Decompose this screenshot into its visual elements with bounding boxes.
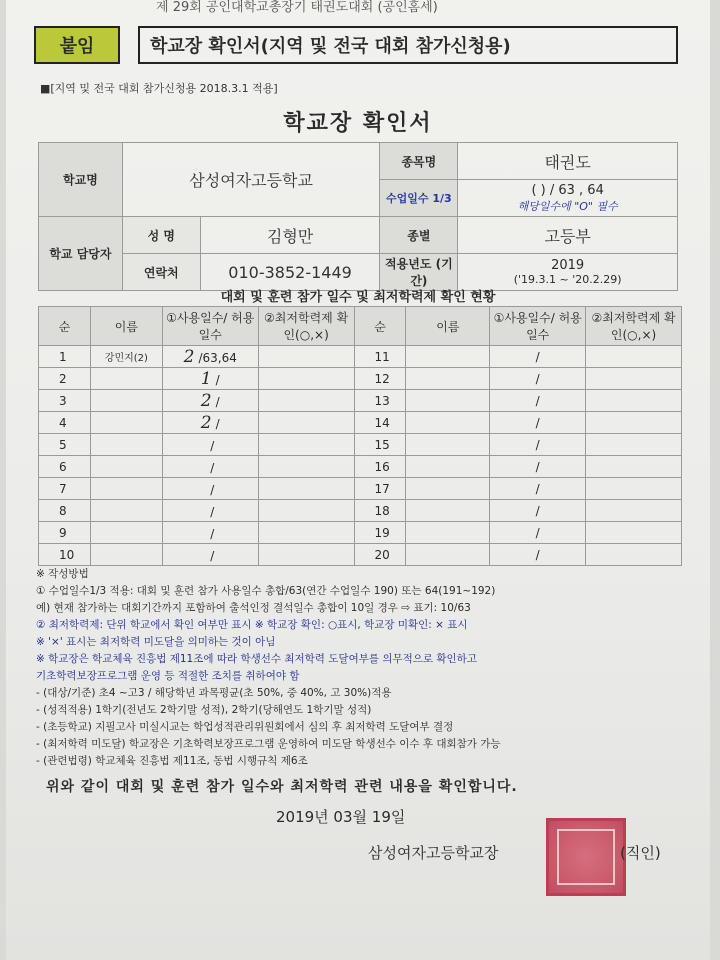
participation-table — [38, 306, 682, 566]
athlete-name[interactable] — [406, 478, 490, 500]
row-number[interactable]: 1 — [39, 346, 91, 368]
handwritten-used-days: 1 — [200, 368, 212, 389]
athlete-name[interactable] — [406, 390, 490, 412]
used-days[interactable] — [162, 478, 258, 500]
table-row — [39, 500, 682, 522]
table-header-row — [39, 307, 682, 346]
table-row — [39, 522, 682, 544]
used-days[interactable]: / — [490, 434, 586, 456]
row-number[interactable]: 13 — [354, 390, 406, 412]
handwritten-used-days: 2 — [200, 390, 212, 411]
minimum-grade-check[interactable] — [586, 434, 682, 456]
handwritten-used-days: 2 — [200, 412, 212, 433]
seal-label: (직인) — [620, 844, 661, 862]
minimum-grade-check[interactable] — [586, 390, 682, 412]
athlete-name[interactable] — [406, 412, 490, 434]
allowed-days: / — [210, 526, 215, 541]
row-number[interactable]: 7 — [39, 478, 91, 500]
used-days[interactable] — [162, 346, 258, 368]
table-header-cell: 순 — [354, 307, 406, 346]
allowed-days: / — [215, 416, 220, 431]
athlete-name[interactable] — [406, 368, 490, 390]
athlete-name[interactable] — [90, 544, 162, 566]
table-header-cell: 이름 — [406, 307, 490, 346]
writing-notes — [36, 566, 696, 770]
used-days[interactable]: / — [490, 412, 586, 434]
minimum-grade-check[interactable] — [258, 500, 354, 522]
athlete-name[interactable] — [90, 368, 162, 390]
row-number[interactable]: 12 — [354, 368, 406, 390]
minimum-grade-check[interactable] — [258, 456, 354, 478]
note-line: 기초학력보장프로그램 운영 등 적절한 조치를 취하여야 함 — [36, 670, 300, 682]
category-value: 고등부 — [458, 217, 678, 254]
minimum-grade-check[interactable] — [586, 544, 682, 566]
allowed-days: / — [215, 394, 220, 409]
school-value: 삼성여자고등학교 — [122, 143, 380, 217]
note-line: - (초등학교) 지필고사 미실시교는 학업성적관리위원회에서 심의 후 최저학력 도달여부 결정 — [36, 721, 454, 733]
row-number[interactable]: 20 — [354, 544, 406, 566]
note-line: ※ 학교장은 학교체육 진흥법 제11조에 따라 학생선수 최저학력 도달여부를 의무적으로 확인하고 — [36, 653, 477, 665]
name-value: 김형만 — [200, 217, 380, 254]
minimum-grade-check[interactable] — [258, 346, 354, 368]
used-days[interactable]: / — [490, 456, 586, 478]
document-sheet — [6, 0, 710, 960]
table-row — [39, 544, 682, 566]
row-number[interactable]: 11 — [354, 346, 406, 368]
section-title: 대회 및 훈련 참가 일수 및 최저학력제 확인 현황 — [220, 290, 496, 305]
row-number[interactable]: 18 — [354, 500, 406, 522]
note-line: ※ 작성방법 — [36, 568, 89, 580]
table-row — [39, 456, 682, 478]
allowed-days: / — [215, 372, 220, 387]
class-days-label — [380, 180, 458, 217]
used-days[interactable]: / — [490, 368, 586, 390]
used-days[interactable]: / — [490, 390, 586, 412]
used-days[interactable]: / — [490, 500, 586, 522]
table-row — [39, 368, 682, 390]
row-number[interactable]: 8 — [39, 500, 91, 522]
used-days[interactable]: / — [490, 346, 586, 368]
confirm-statement: 위와 같이 대회 및 훈련 참가 일수와 최저학력 관련 내용을 확인합니다. — [46, 779, 518, 795]
row-number[interactable]: 16 — [354, 456, 406, 478]
used-days[interactable]: / — [490, 522, 586, 544]
event-value: 태권도 — [458, 143, 678, 180]
row-number[interactable]: 10 — [39, 544, 91, 566]
minimum-grade-check[interactable] — [586, 346, 682, 368]
class-days-hint: 해당일수에 "O" 필수 — [517, 199, 618, 213]
athlete-name[interactable] — [90, 456, 162, 478]
table-row — [39, 434, 682, 456]
event-label: 종목명 — [380, 143, 458, 180]
note-line: ※ '×' 표시는 최저학력 미도달을 의미하는 것이 아님 — [36, 636, 276, 648]
used-days[interactable] — [162, 522, 258, 544]
row-number[interactable]: 15 — [354, 434, 406, 456]
minimum-grade-check[interactable] — [258, 478, 354, 500]
table-row — [39, 390, 682, 412]
row-number[interactable]: 19 — [354, 522, 406, 544]
used-days[interactable] — [162, 412, 258, 434]
athlete-name[interactable] — [406, 434, 490, 456]
table-header-cell: ①사용일수/ 허용일수 — [490, 307, 586, 346]
application-note: ■[지역 및 전국 대회 참가신청용 2018.3.1 적용] — [40, 82, 278, 95]
teacher-label: 학교 담당자 — [39, 217, 123, 291]
note-line: ② 최저학력제: 단위 학교에서 확인 여부만 표시 ※ 학교장 확인: ○표시, 학교장 미확인: × 표시 — [36, 619, 468, 631]
used-days[interactable] — [162, 544, 258, 566]
minimum-grade-check[interactable] — [258, 544, 354, 566]
row-number[interactable]: 2 — [39, 368, 91, 390]
table-header-cell: ②최저학력제 확인(○,×) — [258, 307, 354, 346]
used-days[interactable]: / — [490, 544, 586, 566]
minimum-grade-check[interactable] — [586, 456, 682, 478]
header-title: 학교장 확인서(지역 및 전국 대회 참가신청용) — [138, 26, 678, 64]
school-label: 학교명 — [39, 143, 123, 217]
year-label: 적용년도 (기간) — [380, 254, 458, 291]
allowed-days: / — [210, 438, 215, 453]
note-line: - (최저학력 미도달) 학교장은 기초학력보장프로그램 운영하여 미도달 학생선수 이수 후 대회참가 가능 — [36, 738, 501, 750]
row-number[interactable]: 3 — [39, 390, 91, 412]
minimum-grade-check[interactable] — [586, 478, 682, 500]
class-days-value — [458, 180, 678, 217]
athlete-name[interactable] — [90, 390, 162, 412]
minimum-grade-check[interactable] — [258, 412, 354, 434]
name-label: 성 명 — [122, 217, 200, 254]
athlete-name[interactable] — [90, 500, 162, 522]
athlete-name[interactable] — [90, 522, 162, 544]
table-header-cell: 이름 — [90, 307, 162, 346]
note-line: ① 수업일수1/3 적용: 대회 및 훈련 참가 사용일수 총합/63(연간 수업일수 190) 또는 64(191~192) — [36, 585, 496, 597]
table-header-cell: ②최저학력제 확인(○,×) — [586, 307, 682, 346]
row-number[interactable]: 6 — [39, 456, 91, 478]
table-header-cell: 순 — [39, 307, 91, 346]
attachment-badge: 붙임 — [34, 26, 120, 64]
handwritten-used-days: 2 — [183, 346, 195, 367]
table-row — [39, 478, 682, 500]
minimum-grade-check[interactable] — [586, 500, 682, 522]
used-days[interactable] — [162, 390, 258, 412]
top-cut-text: 제 29회 공인대학교총장기 태권도대회 (공인홈세) — [156, 0, 438, 15]
document-title: 학교장 확인서 — [283, 111, 433, 136]
minimum-grade-check[interactable] — [258, 368, 354, 390]
used-days[interactable] — [162, 434, 258, 456]
allowed-days: / — [210, 548, 215, 563]
note-line: 예) 현재 참가하는 대회기간까지 포함하여 출석인정 결석일수 총합이 10일 경우 ⇨ 표기: 10/63 — [36, 602, 471, 614]
issue-date: 2019년 03월 19일 — [276, 808, 406, 826]
minimum-grade-check[interactable] — [258, 390, 354, 412]
note-line: - (성적적용) 1학기(전년도 2학기말 성적), 2학기(당해연도 1학기말 성적) — [36, 704, 372, 716]
athlete-name[interactable] — [406, 346, 490, 368]
minimum-grade-check[interactable] — [258, 522, 354, 544]
allowed-days: / — [210, 504, 215, 519]
year-value — [458, 254, 678, 291]
table-row — [39, 412, 682, 434]
allowed-days: / — [210, 460, 215, 475]
minimum-grade-check[interactable] — [586, 368, 682, 390]
class-days-label-text: 수업일수 1/3 — [386, 192, 452, 205]
info-table — [38, 142, 678, 291]
year-number: 2019 — [551, 258, 585, 273]
used-days[interactable] — [162, 456, 258, 478]
seal-inner-border — [557, 829, 615, 885]
row-number[interactable]: 5 — [39, 434, 91, 456]
used-days[interactable] — [162, 500, 258, 522]
minimum-grade-check[interactable] — [258, 434, 354, 456]
note-line: - (관련법령) 학교체육 진흥법 제11조, 동법 시행규칙 제6조 — [36, 755, 308, 767]
athlete-name[interactable] — [406, 544, 490, 566]
row-number[interactable]: 9 — [39, 522, 91, 544]
year-period: ('19.3.1 ~ '20.2.29) — [513, 273, 622, 286]
minimum-grade-check[interactable] — [586, 522, 682, 544]
athlete-name[interactable] — [406, 456, 490, 478]
athlete-name[interactable] — [406, 500, 490, 522]
table-header-cell: ①사용일수/ 허용일수 — [162, 307, 258, 346]
athlete-name[interactable] — [406, 522, 490, 544]
official-seal-stamp — [546, 818, 626, 896]
header-row — [34, 26, 684, 66]
athlete-name[interactable]: 강민지(2) — [90, 346, 162, 368]
category-label: 종별 — [380, 217, 458, 254]
row-number[interactable]: 17 — [354, 478, 406, 500]
allowed-days: / — [210, 482, 215, 497]
minimum-grade-check[interactable] — [586, 412, 682, 434]
row-number[interactable]: 4 — [39, 412, 91, 434]
row-number[interactable]: 14 — [354, 412, 406, 434]
athlete-name[interactable] — [90, 478, 162, 500]
note-line: - (대상/기준) 초4 ~고3 / 해당학년 과목평균(초 50%, 중 40%, 고 30%)적용 — [36, 687, 392, 699]
athlete-name[interactable] — [90, 434, 162, 456]
used-days[interactable] — [162, 368, 258, 390]
table-row — [39, 346, 682, 368]
used-days[interactable]: / — [490, 478, 586, 500]
class-days-fraction: ( ) / 63 , 64 — [531, 182, 604, 198]
contact-label: 연락처 — [122, 254, 200, 291]
allowed-days: /63,64 — [198, 350, 237, 365]
athlete-name[interactable] — [90, 412, 162, 434]
contact-value: 010-3852-1449 — [200, 254, 380, 291]
signer-name: 삼성여자고등학교장 — [368, 844, 499, 862]
